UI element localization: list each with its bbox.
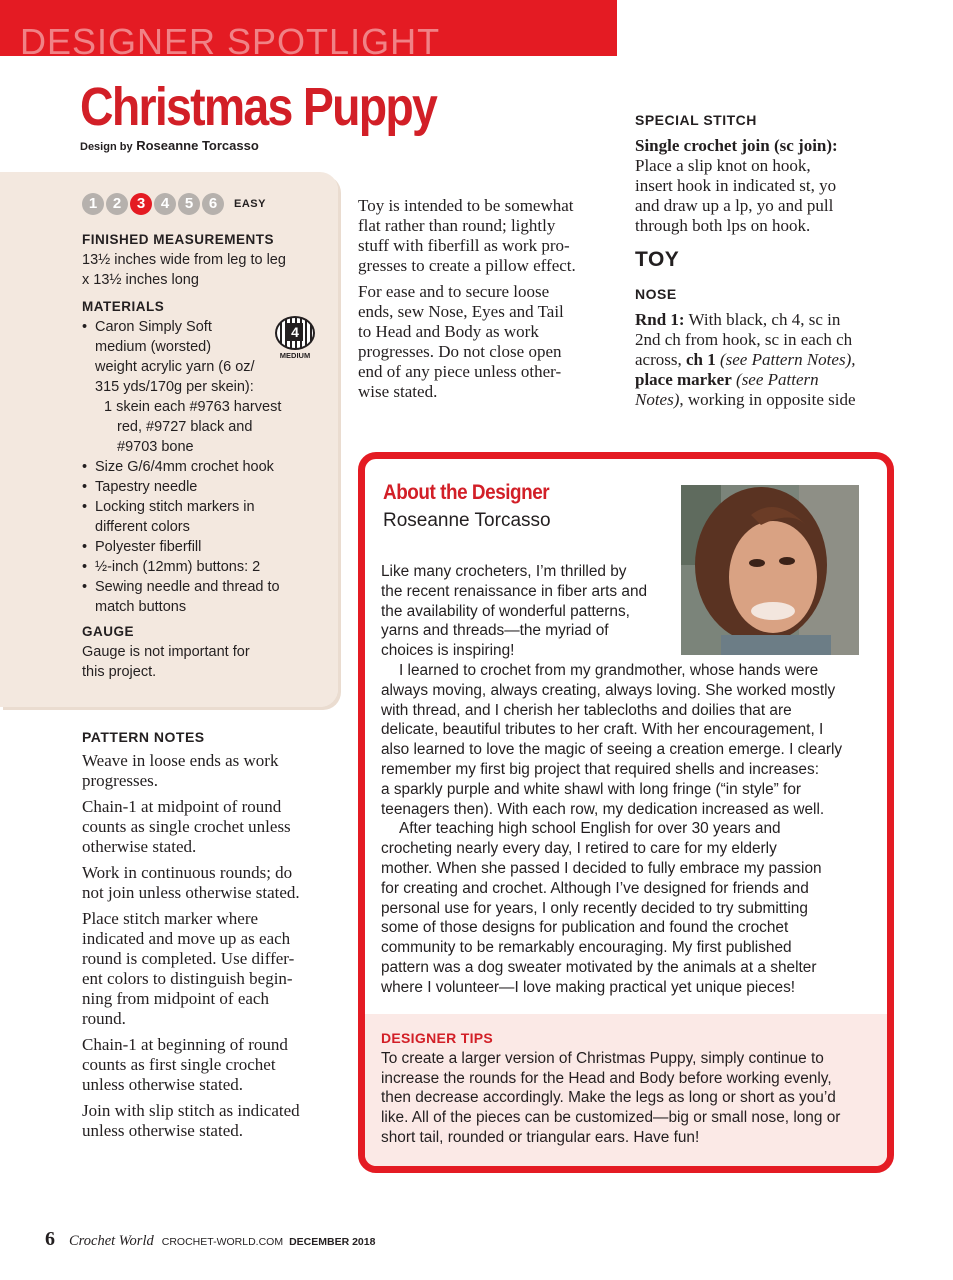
note-paragraph <box>82 863 342 903</box>
special-stitch-term: Single crochet join (sc join): <box>635 136 838 155</box>
pattern-notes <box>82 727 342 1147</box>
bio-line: the availability of wonderful patterns, <box>381 602 630 620</box>
round-text: , working in opposite side <box>679 390 856 409</box>
note-line: indicated and move up as each <box>82 929 291 948</box>
round-label: Rnd 1: <box>635 310 685 329</box>
material-text: medium (worsted) <box>95 339 212 355</box>
designer-name: Roseanne Torcasso <box>136 138 259 153</box>
note-line: unless otherwise stated. <box>82 1121 243 1140</box>
designer-tips <box>365 1014 887 1173</box>
bio-line: with thread, and I cherish her tablecloths and doilies that are <box>381 701 792 719</box>
bio-line: personal use for years, I only recently decided to try submitting <box>381 899 808 917</box>
note-line: counts as first single crochet <box>82 1055 276 1074</box>
about-designer-box <box>358 452 894 1173</box>
gauge-heading: GAUGE <box>82 624 135 639</box>
finished-measurements <box>82 230 317 290</box>
material-text: • Caron Simply Soft <box>95 319 212 335</box>
note-paragraph <box>82 909 342 1029</box>
pattern-notes-heading: PATTERN NOTES <box>82 729 205 745</box>
intro-line: Toy is intended to be somewhat <box>358 196 574 215</box>
material-text: 1 skein each #9763 harvest <box>104 399 282 415</box>
special-stitch-heading: SPECIAL STITCH <box>635 112 757 128</box>
bio-paragraph <box>381 661 881 819</box>
note-line: otherwise stated. <box>82 837 197 856</box>
note-line: Join with slip stitch as indicated <box>82 1101 300 1120</box>
round-text: With black, ch 4, sc in <box>684 310 841 329</box>
note-line: ent colors to distinguish begin- <box>82 969 293 988</box>
intro-line: For ease and to secure loose <box>358 282 550 301</box>
note-line: not join unless otherwise stated. <box>82 883 300 902</box>
note-line: Place stitch marker where <box>82 909 259 928</box>
bio-line: After teaching high school English for over 30 years and <box>399 820 781 838</box>
skill-level-dot: 5 <box>178 193 200 215</box>
material-item <box>82 537 317 557</box>
magazine-name: Crochet World <box>69 1233 154 1249</box>
note-line: progresses. <box>82 771 159 790</box>
about-designer-name: Roseanne Torcasso <box>383 510 551 531</box>
bio-line: crocheting nearly every day, I retired to care for my elderly <box>381 840 777 858</box>
material-text: #9703 bone <box>117 439 194 455</box>
note-line: ning from midpoint of each <box>82 989 269 1008</box>
measurements-heading: FINISHED MEASUREMENTS <box>82 232 275 247</box>
material-text: • Sewing needle and thread to <box>95 579 280 595</box>
page-title: Christmas Puppy <box>80 77 437 137</box>
special-stitch-line: and draw up a lp, yo and pull <box>635 196 834 215</box>
intro-line: wise stated. <box>358 382 438 401</box>
material-text: match buttons <box>95 599 187 615</box>
bio-line: also learned to love the magic of seeing a creation emerge. I clearly <box>381 741 843 759</box>
intro-paragraph <box>358 282 616 402</box>
skill-level-dot: 4 <box>154 193 176 215</box>
section-label: DESIGNER SPOTLIGHT <box>20 21 441 56</box>
intro-paragraph <box>358 196 616 276</box>
tips-line: then decrease accordingly. Make the legs as long or short as you’d <box>381 1089 836 1107</box>
bio-line: some of those designs for publication and found the crochet <box>381 919 789 937</box>
yarn-colors <box>82 397 317 417</box>
byline-prefix: Design by <box>80 141 133 153</box>
skill-level-dot: 6 <box>202 193 224 215</box>
magazine-url: CROCHET-WORLD.COM <box>161 1236 284 1248</box>
material-item <box>82 477 317 497</box>
section-banner <box>0 0 617 56</box>
intro-line: to Head and Body as work <box>358 322 539 341</box>
page-number: 6 <box>45 1228 55 1250</box>
note-line: Work in continuous rounds; do <box>82 863 293 882</box>
note-line: round. <box>82 1009 126 1028</box>
yarn-weight-label: MEDIUM <box>279 351 311 360</box>
bio-line: delicate, beautiful tributes to her craft. With her encouragement, I <box>381 721 824 739</box>
nose-heading: NOSE <box>635 286 677 302</box>
yarn-weight-number: 4 <box>287 323 303 341</box>
material-text: • Size G/6/4mm crochet hook <box>95 459 274 475</box>
bio-line: for creating and crochet. Although I’ve designed for friends and <box>381 879 809 897</box>
round-text: 2nd ch from hook, sc in each ch <box>635 330 853 349</box>
material-text: 315 yds/170g per skein): <box>95 379 254 395</box>
bio-line: community to be remarkably encouraging. My first published <box>381 939 792 957</box>
materials-heading: MATERIALS <box>82 299 165 314</box>
round-note: (see Pattern <box>731 370 819 389</box>
skill-level-dot: 2 <box>106 193 128 215</box>
bio-paragraph <box>381 819 881 997</box>
gauge-line: Gauge is not important for <box>82 644 250 660</box>
round-instruction <box>635 310 903 410</box>
intro-line: stuff with fiberfill as work pro- <box>358 236 570 255</box>
bio-line: teenagers then). With each row, my dedication increased as well. <box>381 800 825 818</box>
bio-line: always moving, always creating, always loving. She worked mostly <box>381 681 836 699</box>
page-footer <box>45 1228 375 1251</box>
tips-line: increase the rounds for the Head and Body before working evenly, <box>381 1069 832 1087</box>
special-stitch-line: insert hook in indicated st, yo <box>635 176 837 195</box>
toy-heading: TOY <box>635 248 680 271</box>
special-stitch-line: through both lps on hook. <box>635 216 811 235</box>
material-text: • ½-inch (12mm) buttons: 2 <box>95 559 261 575</box>
material-text: different colors <box>95 519 190 535</box>
round-term: ch 1 <box>685 350 716 369</box>
about-heading: About the Designer <box>383 481 550 504</box>
tips-line: short tail, rounded or triangular ears. Have fun! <box>381 1128 700 1146</box>
bio-line: choices is inspiring! <box>381 642 515 660</box>
yarn-weight-icon <box>270 316 320 362</box>
intro-line: end of any piece unless other- <box>358 362 562 381</box>
skill-level-label: EASY <box>234 198 266 210</box>
material-item <box>82 557 317 577</box>
designer-bio <box>381 562 881 998</box>
note-paragraph <box>82 797 342 857</box>
note-line: Chain-1 at midpoint of round <box>82 797 282 816</box>
skill-level-indicator <box>82 193 266 215</box>
issue-date: DECEMBER 2018 <box>289 1236 376 1248</box>
intro-line: progresses. Do not close open <box>358 342 562 361</box>
intro-line: gresses to create a pillow effect. <box>358 256 576 275</box>
yarn-colors-cont <box>82 417 317 457</box>
designer-tips-heading: DESIGNER TIPS <box>381 1030 494 1046</box>
note-paragraph <box>82 1101 342 1141</box>
note-line: Chain-1 at beginning of round <box>82 1035 288 1054</box>
bio-line: pattern was a dog sweater motivated by the animals at a shelter <box>381 958 817 976</box>
tips-line: To create a larger version of Christmas Puppy, simply continue to <box>381 1049 824 1067</box>
note-paragraph <box>82 1035 342 1095</box>
special-stitch-line: Place a slip knot on hook, <box>635 156 811 175</box>
intro-line: flat rather than round; lightly <box>358 216 556 235</box>
material-text: • Polyester fiberfill <box>95 539 202 555</box>
material-text: • Tapestry needle <box>95 479 198 495</box>
bio-line: mother. When she passed I decided to fully embrace my passion <box>381 859 822 877</box>
skill-level-dot-active: 3 <box>130 193 152 215</box>
gauge-line: this project. <box>82 664 157 680</box>
intro-column <box>358 196 616 408</box>
material-item <box>82 497 317 537</box>
round-term: place marker <box>635 370 732 389</box>
bio-line: the recent renaissance in fiber arts and <box>381 582 648 600</box>
bio-line: where I volunteer—I love making practical yet unique pieces! <box>381 978 796 996</box>
round-note: (see Pattern Notes), <box>715 350 856 369</box>
bio-paragraph <box>381 562 681 661</box>
note-paragraph <box>82 751 342 791</box>
measurements-line: 13½ inches wide from leg to leg <box>82 252 286 268</box>
material-text: • Locking stitch markers in <box>95 499 255 515</box>
bio-line: Like many crocheters, I’m thrilled by <box>381 563 627 580</box>
material-text: weight acrylic yarn (6 oz/ <box>95 359 255 375</box>
note-line: counts as single crochet unless <box>82 817 291 836</box>
note-line: round is completed. Use differ- <box>82 949 295 968</box>
instructions-column <box>635 110 903 410</box>
intro-line: ends, sew Nose, Eyes and Tail <box>358 302 564 321</box>
material-item <box>82 577 317 617</box>
round-text: across, <box>635 350 686 369</box>
material-text: red, #9727 black and <box>117 419 253 435</box>
bio-line: I learned to crochet from my grandmother, whose hands were <box>399 661 819 679</box>
material-item <box>82 457 317 477</box>
round-note: Notes) <box>635 390 680 409</box>
note-line: unless otherwise stated. <box>82 1075 243 1094</box>
bio-line: remember my first big project that required shells and increases: <box>381 760 819 778</box>
byline <box>80 138 259 153</box>
bio-line: yarns and threads—the myriad of <box>381 622 609 640</box>
tips-line: like. All of the pieces can be customized—big or small nose, long or <box>381 1109 841 1127</box>
measurements-line: x 13½ inches long <box>82 272 199 288</box>
gauge <box>82 622 317 682</box>
bio-line: a sparkly purple and white shawl with long fringe (“in style” for <box>381 780 802 798</box>
note-line: Weave in loose ends as work <box>82 751 279 770</box>
skill-level-dot: 1 <box>82 193 104 215</box>
